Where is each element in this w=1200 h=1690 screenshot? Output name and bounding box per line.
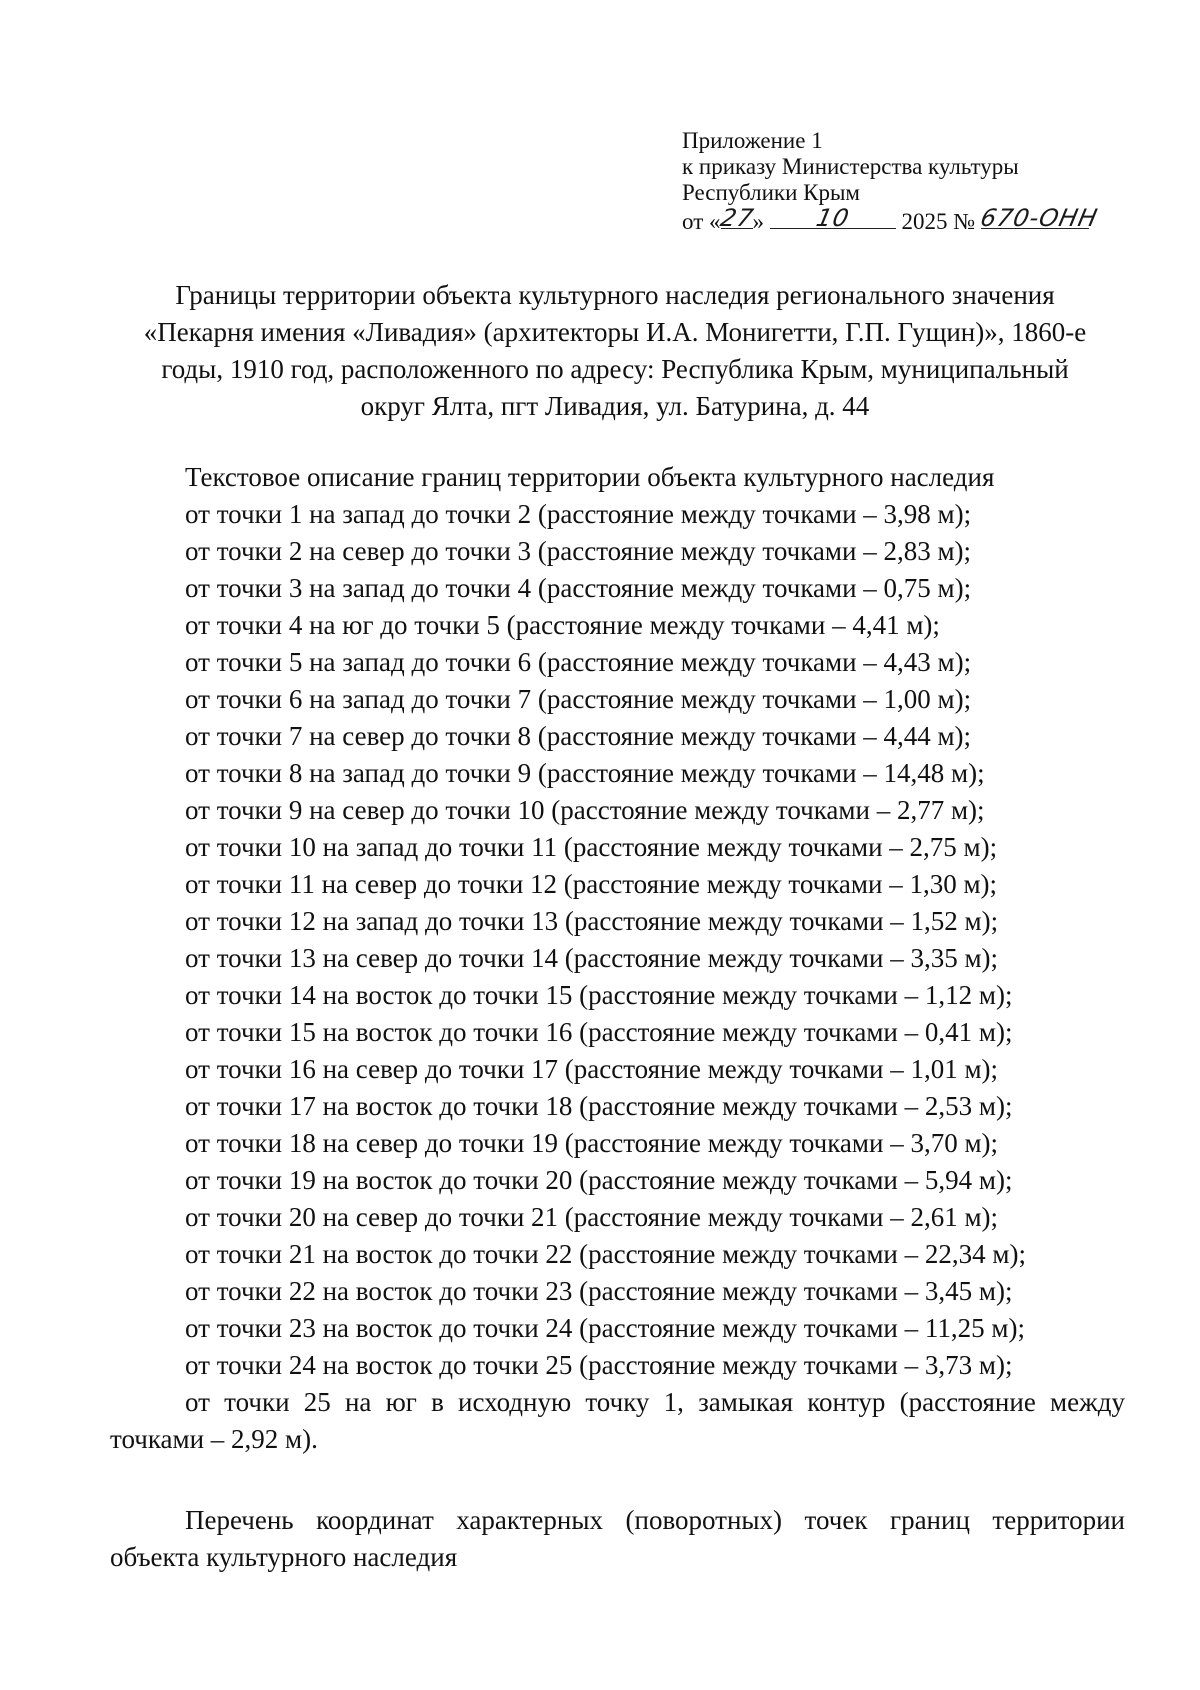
- boundary-segment: от точки 1 на запад до точки 2 (расстояние между точками – 3,98 м);: [185, 499, 972, 529]
- document-title: [110, 277, 1120, 425]
- title-line: Границы территории объекта культурного наследия регионального значения: [175, 280, 1055, 310]
- appendix-header: [682, 128, 1162, 235]
- date-year: 2025 №: [901, 209, 976, 234]
- appendix-region: Республики Крым: [682, 180, 860, 205]
- boundary-segment: от точки 13 на север до точки 14 (расстояние между точками – 3,35 м);: [185, 943, 999, 973]
- date-month-handwritten: 10: [813, 204, 852, 232]
- boundary-closing-segment-cont: точками – 2,92 м).: [110, 1424, 318, 1454]
- boundary-segment: от точки 2 на север до точки 3 (расстояние между точками – 2,83 м);: [185, 536, 972, 566]
- boundary-segment: от точки 5 на запад до точки 6 (расстояние между точками – 4,43 м);: [185, 647, 972, 677]
- boundary-segment: от точки 22 на восток до точки 23 (расстояние между точками – 3,45 м);: [185, 1276, 1013, 1306]
- date-day-handwritten: 27: [717, 204, 757, 232]
- order-number-field: [977, 204, 1101, 232]
- order-number-handwritten: 670-ОНН: [977, 204, 1101, 232]
- boundary-segment: от точки 18 на север до точки 19 (расстояние между точками – 3,70 м);: [185, 1128, 999, 1158]
- coordinates-heading-line: Перечень координат характерных (поворотных) точек границ территории: [185, 1505, 1125, 1535]
- appendix-title: Приложение 1: [682, 128, 823, 153]
- boundary-segment: от точки 12 на запад до точки 13 (расстояние между точками – 1,52 м);: [185, 906, 999, 936]
- boundary-segment: от точки 4 на юг до точки 5 (расстояние между точками – 4,41 м);: [185, 610, 940, 640]
- boundary-segment: от точки 6 на запад до точки 7 (расстояние между точками – 1,00 м);: [185, 684, 972, 714]
- boundary-segment: от точки 24 на восток до точки 25 (расстояние между точками – 3,73 м);: [185, 1350, 1013, 1380]
- boundary-closing-segment: от точки 25 на юг в исходную точку 1, замыкая контур (расстояние между: [185, 1387, 1125, 1417]
- boundary-segment: от точки 11 на север до точки 12 (расстояние между точками – 1,30 м);: [185, 869, 998, 899]
- coordinates-list-heading: [110, 1502, 1125, 1576]
- boundary-description: [110, 459, 1125, 1458]
- boundary-segment: от точки 20 на север до точки 21 (расстояние между точками – 2,61 м);: [185, 1202, 999, 1232]
- boundary-segment: от точки 16 на север до точки 17 (расстояние между точками – 1,01 м);: [185, 1054, 999, 1084]
- boundary-segment: от точки 14 на восток до точки 15 (расстояние между точками – 1,12 м);: [185, 980, 1013, 1010]
- boundary-segment: от точки 3 на запад до точки 4 (расстояние между точками – 0,75 м);: [185, 573, 972, 603]
- boundary-segment: от точки 9 на север до точки 10 (расстояние между точками – 2,77 м);: [185, 795, 985, 825]
- boundary-segment: от точки 19 на восток до точки 20 (расстояние между точками – 5,94 м);: [185, 1165, 1013, 1195]
- date-day-field: [717, 204, 757, 232]
- boundary-segment: от точки 17 на восток до точки 18 (расстояние между точками – 2,53 м);: [185, 1091, 1013, 1121]
- date-prefix: от «: [682, 209, 721, 234]
- title-line: годы, 1910 год, расположенного по адресу: Республика Крым, муниципальный: [161, 354, 1069, 384]
- date-close-quote: »: [752, 209, 764, 234]
- description-heading: Текстовое описание границ территории объекта культурного наследия: [185, 462, 995, 492]
- boundary-segment: от точки 10 на запад до точки 11 (расстояние между точками – 2,75 м);: [185, 832, 998, 862]
- boundary-segment: от точки 8 на запад до точки 9 (расстояние между точками – 14,48 м);: [185, 758, 985, 788]
- appendix-order-ref: к приказу Министерства культуры: [682, 154, 1019, 179]
- title-line: округ Ялта, пгт Ливадия, ул. Батурина, д. 44: [360, 391, 870, 421]
- boundary-segment: от точки 21 на восток до точки 22 (расстояние между точками – 22,34 м);: [185, 1239, 1026, 1269]
- boundary-segment: от точки 23 на восток до точки 24 (расстояние между точками – 11,25 м);: [185, 1313, 1025, 1343]
- title-line: «Пекарня имения «Ливадия» (архитекторы И.А. Монигетти, Г.П. Гущин)», 1860-е: [143, 317, 1087, 347]
- appendix-date-line: [682, 206, 1162, 235]
- boundary-segment: от точки 7 на север до точки 8 (расстояние между точками – 4,44 м);: [185, 721, 972, 751]
- boundary-segment: от точки 15 на восток до точки 16 (расстояние между точками – 0,41 м);: [185, 1017, 1013, 1047]
- date-month-field: [770, 204, 896, 232]
- coordinates-heading-line: объекта культурного наследия: [110, 1542, 458, 1572]
